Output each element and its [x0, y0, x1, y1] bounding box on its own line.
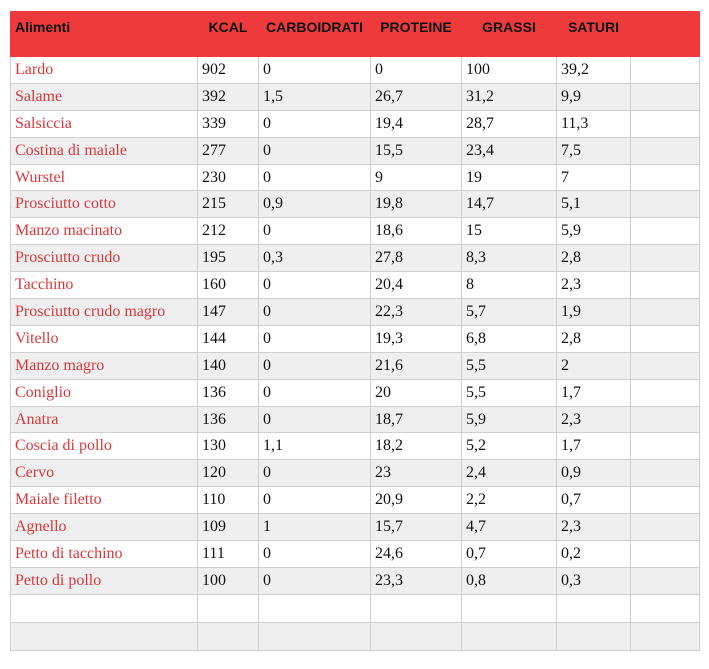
kcal-cell: 392 [198, 83, 259, 110]
saturi-cell: 7,5 [557, 137, 631, 164]
saturi-cell: 9,9 [557, 83, 631, 110]
empty-cell [631, 245, 700, 272]
kcal-cell: 212 [198, 218, 259, 245]
saturi-cell: 1,9 [557, 299, 631, 326]
food-name-cell: Cervo [11, 460, 198, 487]
table-body [11, 57, 700, 651]
empty-cell [631, 218, 700, 245]
proteine-cell: 15,7 [371, 514, 462, 541]
header-proteine: PROTEINE [371, 12, 462, 57]
kcal-cell: 140 [198, 352, 259, 379]
food-name-cell: Wurstel [11, 164, 198, 191]
table-row [11, 57, 700, 84]
empty-cell [198, 594, 259, 622]
table-row [11, 218, 700, 245]
empty-cell [631, 433, 700, 460]
carboidrati-cell: 1,1 [259, 433, 371, 460]
carboidrati-cell: 1,5 [259, 83, 371, 110]
carboidrati-cell: 1 [259, 514, 371, 541]
grassi-cell: 100 [462, 57, 557, 84]
carboidrati-cell: 0 [259, 379, 371, 406]
empty-cell [631, 272, 700, 299]
food-name-cell: Petto di tacchino [11, 541, 198, 568]
carboidrati-cell: 0 [259, 325, 371, 352]
carboidrati-cell: 0,3 [259, 245, 371, 272]
proteine-cell: 20,9 [371, 487, 462, 514]
saturi-cell: 0,2 [557, 541, 631, 568]
empty-cell [557, 594, 631, 622]
food-name-cell: Tacchino [11, 272, 198, 299]
kcal-cell: 111 [198, 541, 259, 568]
table-row [11, 272, 700, 299]
food-name-cell: Manzo macinato [11, 218, 198, 245]
table-row [11, 191, 700, 218]
grassi-cell: 15 [462, 218, 557, 245]
proteine-cell: 23 [371, 460, 462, 487]
kcal-cell: 136 [198, 379, 259, 406]
food-name-cell: Anatra [11, 406, 198, 433]
kcal-cell: 339 [198, 110, 259, 137]
header-grassi: GRASSI [462, 12, 557, 57]
proteine-cell: 19,4 [371, 110, 462, 137]
grassi-cell: 4,7 [462, 514, 557, 541]
kcal-cell: 160 [198, 272, 259, 299]
proteine-cell: 22,3 [371, 299, 462, 326]
carboidrati-cell: 0,9 [259, 191, 371, 218]
carboidrati-cell: 0 [259, 110, 371, 137]
nutrition-table [10, 11, 700, 651]
kcal-cell: 147 [198, 299, 259, 326]
proteine-cell: 0 [371, 57, 462, 84]
kcal-cell: 144 [198, 325, 259, 352]
saturi-cell: 0,3 [557, 567, 631, 594]
proteine-cell: 23,3 [371, 567, 462, 594]
food-name-cell: Prosciutto crudo magro [11, 299, 198, 326]
saturi-cell: 2,3 [557, 514, 631, 541]
header-alimenti: Alimenti [11, 12, 198, 57]
saturi-cell: 5,9 [557, 218, 631, 245]
empty-cell [631, 514, 700, 541]
table-row [11, 83, 700, 110]
header-carboidrati: CARBOIDRATI [259, 12, 371, 57]
food-name-cell: Lardo [11, 57, 198, 84]
saturi-cell: 0,7 [557, 487, 631, 514]
empty-cell [198, 622, 259, 650]
saturi-cell: 2,3 [557, 406, 631, 433]
grassi-cell: 28,7 [462, 110, 557, 137]
grassi-cell: 0,8 [462, 567, 557, 594]
table-row [11, 567, 700, 594]
table-row [11, 245, 700, 272]
table-row [11, 460, 700, 487]
proteine-cell: 18,6 [371, 218, 462, 245]
carboidrati-cell: 0 [259, 272, 371, 299]
kcal-cell: 136 [198, 406, 259, 433]
food-name-cell: Manzo magro [11, 352, 198, 379]
table-row [11, 379, 700, 406]
empty-cell [631, 299, 700, 326]
table-row [11, 487, 700, 514]
table-row [11, 164, 700, 191]
empty-cell [631, 406, 700, 433]
carboidrati-cell: 0 [259, 352, 371, 379]
carboidrati-cell: 0 [259, 299, 371, 326]
empty-cell [631, 137, 700, 164]
proteine-cell: 20 [371, 379, 462, 406]
saturi-cell: 1,7 [557, 379, 631, 406]
food-name-cell: Coniglio [11, 379, 198, 406]
carboidrati-cell: 0 [259, 57, 371, 84]
empty-cell [631, 622, 700, 650]
table-row [11, 110, 700, 137]
empty-cell [462, 622, 557, 650]
carboidrati-cell: 0 [259, 164, 371, 191]
food-name-cell: Prosciutto crudo [11, 245, 198, 272]
carboidrati-cell: 0 [259, 567, 371, 594]
proteine-cell: 19,3 [371, 325, 462, 352]
empty-cell [631, 487, 700, 514]
carboidrati-cell: 0 [259, 460, 371, 487]
grassi-cell: 23,4 [462, 137, 557, 164]
proteine-cell: 18,2 [371, 433, 462, 460]
empty-cell [631, 83, 700, 110]
empty-cell [631, 352, 700, 379]
grassi-cell: 6,8 [462, 325, 557, 352]
table-row [11, 325, 700, 352]
grassi-cell: 8 [462, 272, 557, 299]
food-name-cell: Vitello [11, 325, 198, 352]
empty-cell [462, 594, 557, 622]
table-row [11, 514, 700, 541]
grassi-cell: 2,2 [462, 487, 557, 514]
table-row [11, 406, 700, 433]
empty-cell [11, 594, 198, 622]
empty-cell [371, 622, 462, 650]
carboidrati-cell: 0 [259, 218, 371, 245]
empty-cell [259, 622, 371, 650]
saturi-cell: 2,3 [557, 272, 631, 299]
saturi-cell: 11,3 [557, 110, 631, 137]
saturi-cell: 2,8 [557, 245, 631, 272]
kcal-cell: 277 [198, 137, 259, 164]
grassi-cell: 31,2 [462, 83, 557, 110]
carboidrati-cell: 0 [259, 406, 371, 433]
empty-cell [371, 594, 462, 622]
food-name-cell: Salame [11, 83, 198, 110]
empty-cell [631, 379, 700, 406]
table-row [11, 137, 700, 164]
grassi-cell: 8,3 [462, 245, 557, 272]
empty-cell [631, 110, 700, 137]
proteine-cell: 27,8 [371, 245, 462, 272]
empty-cell [631, 460, 700, 487]
kcal-cell: 195 [198, 245, 259, 272]
saturi-cell: 1,7 [557, 433, 631, 460]
kcal-cell: 130 [198, 433, 259, 460]
empty-cell [631, 191, 700, 218]
header-empty [631, 12, 700, 57]
empty-row [11, 622, 700, 650]
carboidrati-cell: 0 [259, 541, 371, 568]
empty-cell [11, 622, 198, 650]
kcal-cell: 902 [198, 57, 259, 84]
grassi-cell: 14,7 [462, 191, 557, 218]
kcal-cell: 215 [198, 191, 259, 218]
carboidrati-cell: 0 [259, 137, 371, 164]
saturi-cell: 5,1 [557, 191, 631, 218]
saturi-cell: 2,8 [557, 325, 631, 352]
empty-cell [259, 594, 371, 622]
food-name-cell: Coscia di pollo [11, 433, 198, 460]
proteine-cell: 26,7 [371, 83, 462, 110]
table-row [11, 433, 700, 460]
table-row [11, 541, 700, 568]
kcal-cell: 100 [198, 567, 259, 594]
proteine-cell: 24,6 [371, 541, 462, 568]
grassi-cell: 5,5 [462, 352, 557, 379]
saturi-cell: 0,9 [557, 460, 631, 487]
kcal-cell: 230 [198, 164, 259, 191]
food-name-cell: Maiale filetto [11, 487, 198, 514]
empty-cell [631, 541, 700, 568]
grassi-cell: 5,9 [462, 406, 557, 433]
food-name-cell: Costina di maiale [11, 137, 198, 164]
food-name-cell: Agnello [11, 514, 198, 541]
empty-row [11, 594, 700, 622]
food-name-cell: Petto di pollo [11, 567, 198, 594]
proteine-cell: 19,8 [371, 191, 462, 218]
proteine-cell: 20,4 [371, 272, 462, 299]
kcal-cell: 109 [198, 514, 259, 541]
empty-cell [631, 594, 700, 622]
saturi-cell: 7 [557, 164, 631, 191]
kcal-cell: 120 [198, 460, 259, 487]
proteine-cell: 9 [371, 164, 462, 191]
nutrition-table-wrapper [10, 11, 700, 651]
grassi-cell: 0,7 [462, 541, 557, 568]
empty-cell [631, 164, 700, 191]
food-name-cell: Prosciutto cotto [11, 191, 198, 218]
grassi-cell: 5,7 [462, 299, 557, 326]
grassi-cell: 5,2 [462, 433, 557, 460]
header-kcal: KCAL [198, 12, 259, 57]
grassi-cell: 5,5 [462, 379, 557, 406]
proteine-cell: 15,5 [371, 137, 462, 164]
grassi-cell: 2,4 [462, 460, 557, 487]
proteine-cell: 21,6 [371, 352, 462, 379]
food-name-cell: Salsiccia [11, 110, 198, 137]
carboidrati-cell: 0 [259, 487, 371, 514]
table-row [11, 299, 700, 326]
header-saturi: SATURI [557, 12, 631, 57]
empty-cell [631, 567, 700, 594]
empty-cell [557, 622, 631, 650]
saturi-cell: 39,2 [557, 57, 631, 84]
saturi-cell: 2 [557, 352, 631, 379]
grassi-cell: 19 [462, 164, 557, 191]
table-header-row [11, 12, 700, 57]
empty-cell [631, 325, 700, 352]
table-row [11, 352, 700, 379]
kcal-cell: 110 [198, 487, 259, 514]
proteine-cell: 18,7 [371, 406, 462, 433]
empty-cell [631, 57, 700, 84]
